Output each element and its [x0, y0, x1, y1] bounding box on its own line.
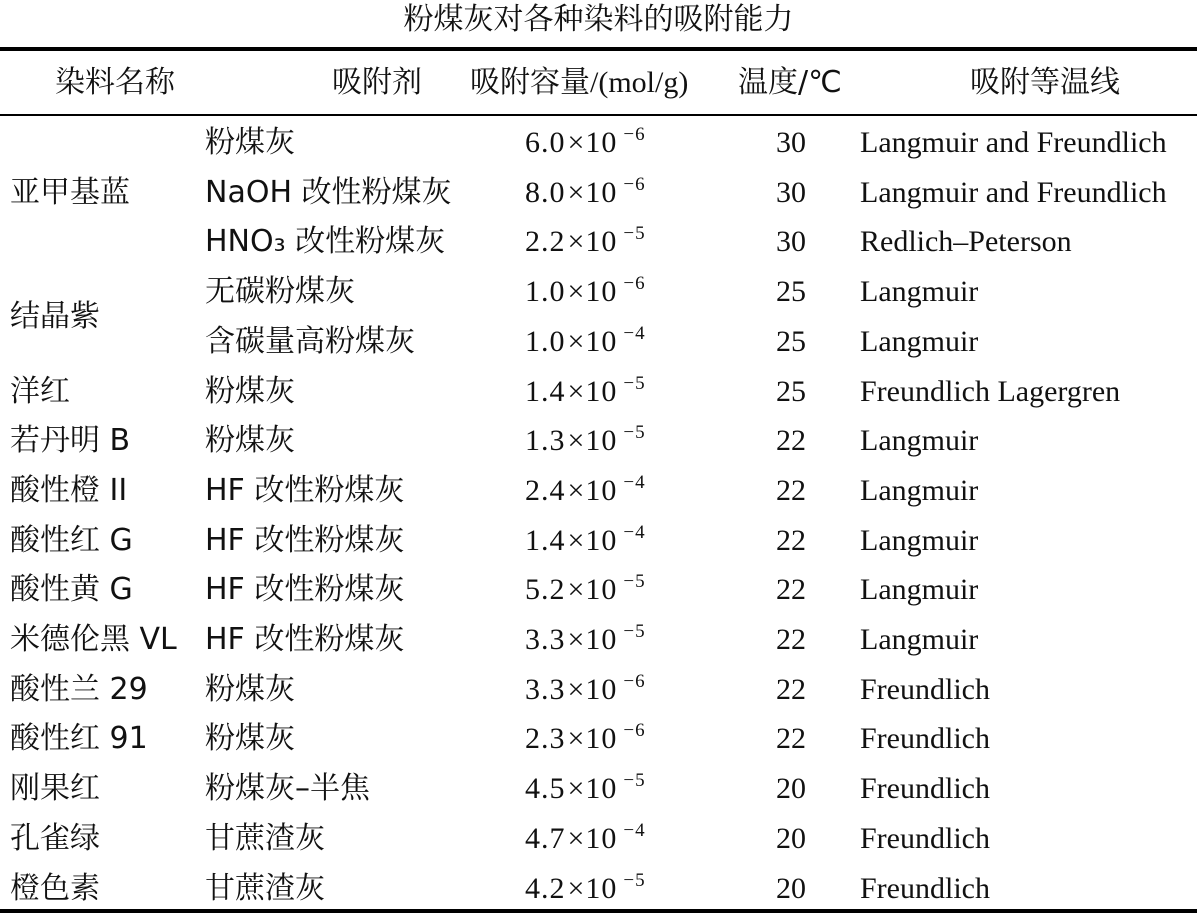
temperature: 22: [776, 424, 806, 458]
group-dye-label: 亚甲基蓝: [10, 174, 130, 210]
isotherm: Freundlich: [860, 821, 990, 855]
capacity-exponent: −6: [623, 173, 646, 195]
capacity-exponent: −4: [623, 322, 646, 344]
temperature: 20: [776, 772, 806, 806]
table-row: [0, 317, 1197, 367]
table-row: [0, 168, 1197, 218]
adsorbent: HNO₃ 改性粉煤灰: [205, 224, 446, 260]
temperature: 25: [776, 374, 806, 408]
isotherm: Freundlich: [860, 871, 990, 905]
capacity-base: ×10: [567, 523, 618, 557]
capacity-mantissa: 1.4: [525, 374, 566, 408]
temperature: 30: [776, 126, 806, 159]
capacity-exponent: −4: [623, 521, 646, 543]
capacity-exponent: −4: [623, 819, 646, 841]
capacity-exponent: −5: [623, 770, 646, 792]
capacity-mantissa: 3.3: [525, 672, 566, 706]
header-capacity-label: 吸附容量: [470, 65, 590, 100]
capacity-exponent: −6: [623, 124, 646, 145]
dye-name: 酸性橙 II: [10, 472, 128, 508]
isotherm: Freundlich: [860, 772, 990, 806]
temperature: 20: [776, 871, 806, 905]
header-isotherm: 吸附等温线: [970, 65, 1120, 100]
capacity-base: ×10: [567, 175, 618, 209]
table-row: [0, 565, 1197, 615]
dye-name: 酸性黄 G: [10, 572, 133, 608]
dye-name: 孔雀绿: [10, 820, 100, 856]
temperature: 22: [776, 523, 806, 557]
adsorbent: 粉煤灰: [205, 423, 295, 459]
capacity-base: ×10: [567, 275, 618, 309]
dye-name: 酸性兰 29: [10, 671, 148, 707]
isotherm: Langmuir: [860, 275, 979, 309]
adsorbent: HF 改性粉煤灰: [205, 622, 405, 657]
isotherm: Langmuir: [860, 473, 979, 507]
header-adsorbent: 吸附剂: [332, 65, 422, 100]
capacity: [525, 814, 646, 864]
isotherm: Langmuir: [860, 424, 979, 458]
table-row: [0, 864, 1197, 914]
capacity-exponent: −5: [623, 422, 646, 444]
header-rule: [0, 114, 1197, 116]
dye-name: 洋红: [10, 373, 70, 409]
capacity-base: ×10: [567, 424, 618, 458]
temperature: 30: [776, 175, 806, 209]
capacity: [525, 565, 646, 615]
capacity: [525, 317, 646, 367]
capacity-exponent: −5: [623, 571, 646, 593]
temperature: 22: [776, 672, 806, 706]
adsorbent: 粉煤灰: [205, 671, 295, 707]
capacity-mantissa: 1.0: [525, 275, 566, 309]
capacity-exponent: −6: [623, 720, 646, 742]
capacity-base: ×10: [567, 324, 618, 358]
temperature: 22: [776, 573, 806, 607]
adsorbent: HF 改性粉煤灰: [205, 522, 405, 558]
adsorbent: HF 改性粉煤灰: [205, 472, 405, 508]
isotherm: Langmuir and Freundlich: [860, 126, 1167, 159]
adsorbent: 甘蔗渣灰: [205, 870, 325, 906]
capacity-exponent: −4: [623, 471, 646, 493]
table-row: [0, 217, 1197, 267]
adsorbent: 粉煤灰: [205, 721, 295, 757]
table-row: [0, 118, 1197, 168]
adsorbent: 粉煤灰: [205, 373, 295, 409]
capacity: [525, 217, 646, 267]
capacity-mantissa: 2.4: [525, 473, 566, 507]
capacity-mantissa: 2.3: [525, 722, 566, 756]
capacity-mantissa: 6.0: [525, 126, 566, 159]
capacity: [525, 168, 646, 218]
table-row: [0, 416, 1197, 466]
isotherm: Langmuir: [860, 324, 979, 358]
table-row: [0, 267, 1197, 317]
capacity: [525, 416, 646, 466]
adsorbent: 无碳粉煤灰: [205, 274, 355, 310]
table-row: [0, 615, 1197, 665]
temperature: 22: [776, 623, 806, 656]
dye-name: 酸性红 G: [10, 522, 133, 558]
table-row: [0, 466, 1197, 516]
capacity-base: ×10: [567, 722, 618, 756]
capacity-mantissa: 1.3: [525, 424, 566, 458]
temperature: 25: [776, 324, 806, 358]
table-row: [0, 764, 1197, 814]
capacity: [525, 764, 646, 814]
capacity-base: ×10: [567, 374, 618, 408]
capacity: [525, 118, 646, 168]
capacity-mantissa: 1.4: [525, 523, 566, 557]
capacity-base: ×10: [567, 672, 618, 706]
table-row: [0, 665, 1197, 715]
capacity-mantissa: 2.2: [525, 225, 566, 259]
capacity-exponent: −6: [623, 670, 646, 692]
isotherm: Langmuir: [860, 523, 979, 557]
capacity-base: ×10: [567, 821, 618, 855]
capacity-exponent: −5: [623, 869, 646, 891]
dye-name: 米德伦黑 VL: [10, 622, 177, 657]
capacity: [525, 714, 646, 764]
capacity-base: ×10: [567, 126, 618, 159]
capacity-base: ×10: [567, 772, 618, 806]
capacity: [525, 665, 646, 715]
header-temperature-label: 温度: [738, 65, 798, 100]
capacity-base: ×10: [567, 473, 618, 507]
capacity-exponent: −5: [623, 621, 646, 642]
isotherm: Freundlich: [860, 722, 990, 756]
dye-name: 橙色素: [10, 870, 100, 906]
capacity: [525, 267, 646, 317]
dye-name: 若丹明 B: [10, 423, 131, 459]
capacity: [525, 864, 646, 914]
header-capacity: [470, 51, 688, 114]
capacity: [525, 615, 646, 665]
dye-name: 酸性红 91: [10, 721, 148, 757]
capacity-base: ×10: [567, 623, 618, 656]
capacity-mantissa: 5.2: [525, 573, 566, 607]
bottom-rule: [0, 909, 1197, 913]
temperature: 22: [776, 722, 806, 756]
adsorbent: NaOH 改性粉煤灰: [205, 174, 452, 210]
isotherm: Freundlich Lagergren: [860, 374, 1121, 408]
header-dye-name: 染料名称: [55, 65, 175, 100]
temperature: 25: [776, 275, 806, 309]
table-title: 粉煤灰对各种染料的吸附能力: [403, 2, 794, 37]
capacity-mantissa: 4.7: [525, 821, 566, 855]
table-row: [0, 516, 1197, 566]
dye-name: 刚果红: [10, 771, 100, 807]
adsorbent: HF 改性粉煤灰: [205, 572, 405, 608]
capacity: [525, 367, 646, 417]
adsorbent: 粉煤灰–半焦: [205, 771, 370, 807]
capacity-mantissa: 4.2: [525, 871, 566, 905]
adsorbent: 粉煤灰: [205, 125, 295, 160]
capacity-mantissa: 4.5: [525, 772, 566, 806]
table-row: [0, 367, 1197, 417]
temperature: 30: [776, 225, 806, 259]
temperature: 22: [776, 473, 806, 507]
adsorbent: 甘蔗渣灰: [205, 820, 325, 856]
capacity-base: ×10: [567, 225, 618, 259]
capacity-base: ×10: [567, 573, 618, 607]
group-dye-label: 结晶紫: [10, 299, 100, 334]
table-row: [0, 714, 1197, 764]
header-capacity-unit: /(mol/g): [590, 66, 689, 99]
isotherm: Freundlich: [860, 672, 990, 706]
temperature: 20: [776, 821, 806, 855]
capacity-exponent: −6: [623, 273, 646, 295]
adsorbent: 含碳量高粉煤灰: [205, 323, 415, 359]
capacity: [525, 466, 646, 516]
capacity-exponent: −5: [623, 223, 646, 245]
header-temperature-unit: /℃: [798, 65, 842, 100]
capacity-mantissa: 3.3: [525, 623, 566, 656]
table-header: [0, 51, 1197, 114]
isotherm: Redlich–Peterson: [860, 225, 1072, 259]
header-temperature: [738, 51, 842, 114]
isotherm: Langmuir and Freundlich: [860, 175, 1167, 209]
capacity-mantissa: 8.0: [525, 175, 566, 209]
capacity-mantissa: 1.0: [525, 324, 566, 358]
capacity-base: ×10: [567, 871, 618, 905]
isotherm: Langmuir: [860, 623, 979, 656]
capacity-exponent: −5: [623, 372, 646, 394]
table-row: [0, 814, 1197, 864]
isotherm: Langmuir: [860, 573, 979, 607]
capacity: [525, 516, 646, 566]
